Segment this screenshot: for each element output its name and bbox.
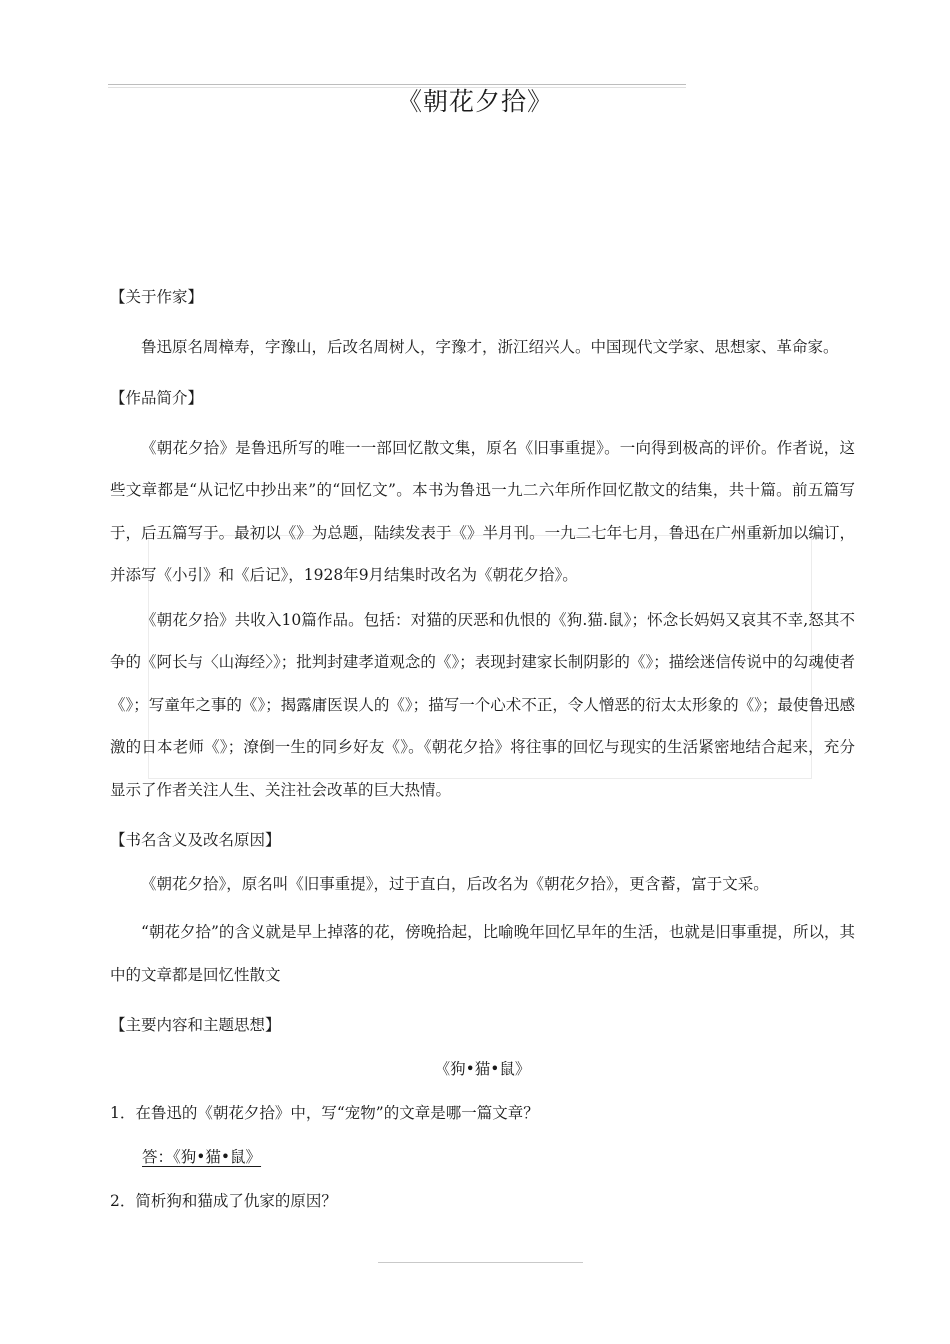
paragraph-intro-2: 《朝花夕拾》共收入10篇作品。包括：对猫的厌恶和仇恨的《狗.猫.鼠》；怀念长妈妈又哀其不幸,怒其不争的《阿长与〈山海经〉》；批判封建孝道观念的《》；表现封建家长制阴影的《》；描绘迷信传说中的勾魂使者《》；写童年之事的《》；揭露庸医误人的《》；描写一个心术不正，令人憎恶的衍太太形象的《》；最使鲁迅感激的日本老师《》；潦倒一生的同乡好友《》。《朝花夕拾》将往事的回忆与现实的生活紧密地结合起来，充分显示了作者关注人生、关注社会改革的巨大热情。	[110, 610, 855, 799]
paragraph-intro-1: 《朝花夕拾》是鲁迅所写的唯一一部回忆散文集，原名《旧事重提》。一向得到极高的评价。作者说，这些文章都是“从记忆中抄出来”的“回忆文”。本书为鲁迅一九二六年所作回忆散文的结集，共十篇。前五篇写于，后五篇写于。最初以《》为总题，陆续发表于《》半月刊。一九二七年七月，鲁迅在广州重新加以编订，并添写《小引》和《后记》，1928年9月结集时改名为《朝花夕拾》。	[110, 438, 855, 584]
section-heading-intro: 【作品简介】	[110, 388, 204, 407]
answer-1-text: 答：《狗•猫•鼠》	[142, 1148, 262, 1166]
question-2: 2．简析狗和猫成了仇家的原因？	[110, 1192, 337, 1210]
document-body	[110, 282, 855, 1230]
question-1: 1．在鲁迅的《朝花夕拾》中，写“宠物”的文章是哪一篇文章？	[110, 1104, 539, 1122]
document-title: 《朝花夕拾》	[396, 87, 553, 116]
header-rule	[108, 84, 686, 85]
section-heading-author: 【关于作家】	[110, 288, 204, 306]
paragraph-meaning-2: “朝花夕拾”的含义就是早上掉落的花，傍晚拾起，比喻晚年回忆早年的生活，也就是旧事重提，所以，其中的文章都是回忆性散文	[110, 923, 855, 984]
answer-1	[142, 1142, 855, 1186]
paragraph-author: 鲁迅原名周樟寿，字豫山，后改名周树人，字豫才，浙江绍兴人。中国现代文学家、思想家、革命家。	[141, 338, 839, 356]
section-heading-content: 【主要内容和主题思想】	[110, 1016, 281, 1034]
subsection-title: 《狗•猫•鼠》	[434, 1060, 531, 1078]
section-heading-meaning: 【书名含义及改名原因】	[110, 831, 281, 849]
footer-rule	[378, 1262, 583, 1263]
paragraph-meaning-1: 《朝花夕拾》，原名叫《旧事重提》，过于直白，后改名为《朝花夕拾》，更含蓄，富于文采。	[141, 875, 769, 893]
